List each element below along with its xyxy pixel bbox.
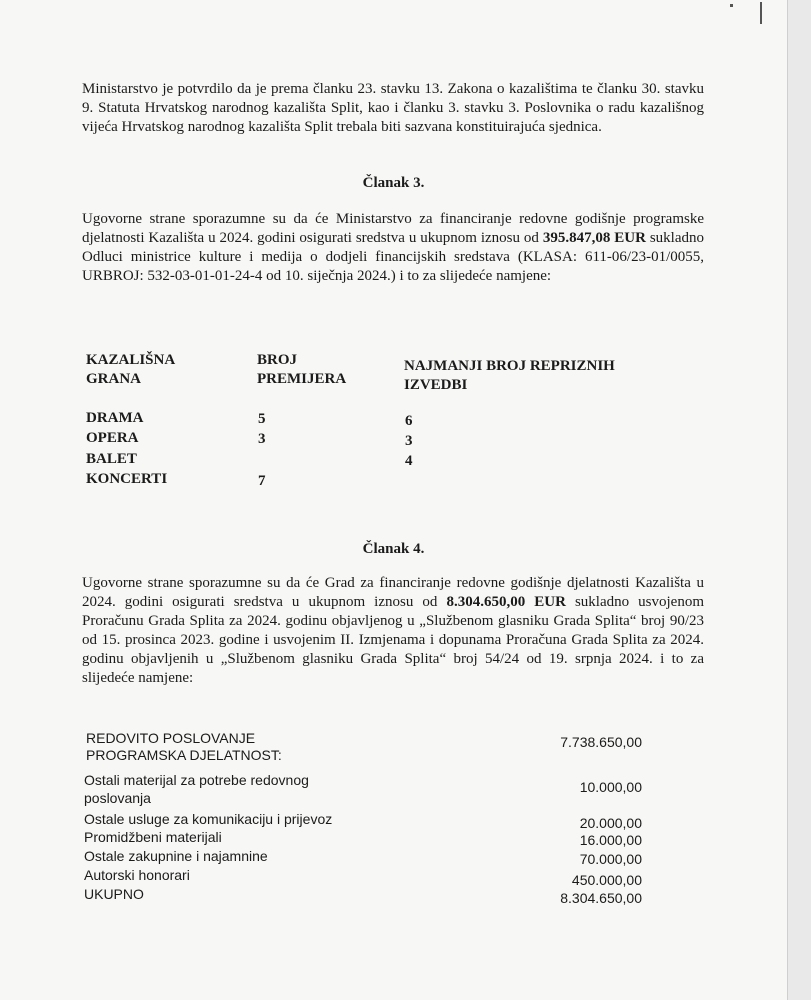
fin-amount-usluge: 20.000,00 (579, 815, 642, 831)
article-4-text-after: sukladno usvojenom Proračunu Grada Splita za 2024. godinu objavljenog u „Službenom glasniku Grada Splita“ broj 90/23 od 15. prosinca 2023. godine i usvojenim II. Izmjenama i dopunama Proračuna Grada Splita za 2024. godinu objavljenih u „Službenom glasniku Grada Splita“ broj 54/24 od 19. srpnja 2024. i to za slijedeće namjene: (82, 594, 704, 686)
fin-label-ostali-materijal: Ostali materijal za potrebe redovnog (84, 772, 309, 788)
row-grana-drama: DRAMA (86, 410, 144, 426)
fin-label-programska: PROGRAMSKA DJELATNOST: (86, 747, 282, 763)
fin-label-ukupno: UKUPNO (84, 886, 144, 902)
row-reprize-drama: 6 (405, 413, 413, 429)
fin-label-zakupnine: Ostale zakupnine i najamnine (84, 848, 268, 864)
fin-label-redovito: REDOVITO POSLOVANJE (86, 730, 256, 746)
scan-speck (730, 4, 733, 7)
header-reprize-line1: NAJMANJI BROJ REPRIZNIH (404, 358, 615, 374)
header-grana-line1: KAZALIŠNA (86, 352, 176, 368)
fin-amount-zakupnine: 70.000,00 (579, 851, 642, 867)
row-premijera-koncerti: 7 (258, 473, 266, 489)
row-grana-opera: OPERA (86, 430, 139, 446)
fin-amount-ukupno: 8.304.650,00 (560, 890, 642, 906)
header-reprize-line2: IZVEDBI (404, 377, 468, 393)
fin-amount-promidzbeni: 16.000,00 (579, 832, 642, 848)
header-grana-line2: GRANA (86, 371, 141, 387)
intro-paragraph: Ministarstvo je potvrdilo da je prema članku 23. stavku 13. Zakona o kazalištima te članku 30. stavku 9. Statuta Hrvatskog narodnog kazališta Split, kao i članku 3. stavku 3. Poslovnika o radu kazališnog vijeća Hrvatskog narodnog kazališta Split trebala biti sazvana konstituirajuća sjednica. (82, 81, 704, 135)
article-3-heading: Članak 3. (362, 175, 425, 191)
article-3-amount: 395.847,08 EUR (542, 230, 646, 246)
article-3-text-after: sukladno Odluci ministrice kulture i medija o dodjeli financijskih sredstava (KLASA: 611-06/23-01/0055, URBROJ: 532-03-01-01-24-4 od 10. siječnja 2024.) i to za slijedeće namjene: (82, 230, 704, 284)
header-premijera-line1: BROJ (257, 352, 298, 368)
fin-label-promidzbeni: Promidžbeni materijali (84, 829, 222, 845)
fin-label-usluge: Ostale usluge za komunikaciju i prijevoz (84, 811, 333, 827)
fin-amount-ostali-materijal: 10.000,00 (579, 779, 642, 795)
article-4-amount: 8.304.650,00 EUR (446, 594, 566, 610)
fin-amount-honorari: 450.000,00 (571, 872, 642, 888)
fin-label-poslovanja: poslovanja (84, 790, 151, 806)
row-reprize-opera: 3 (405, 433, 413, 449)
article-4-text-before: Ugovorne strane sporazumne su da će Grad za financiranje redovne godišnje djelatnosti Kazališta u 2024. godini osigurati sredstva u ukupnom iznosu od (82, 575, 704, 610)
article-3-paragraph (82, 210, 704, 286)
article-4-heading: Članak 4. (362, 541, 425, 557)
row-premijera-drama: 5 (258, 411, 266, 427)
row-reprize-balet: 4 (405, 453, 413, 469)
fin-amount-redovito: 7.738.650,00 (560, 734, 642, 750)
row-grana-balet: BALET (86, 451, 137, 467)
scan-mark (760, 2, 762, 24)
article-3-text-before: Ugovorne strane sporazumne su da će Ministarstvo za financiranje redovne godišnje programske djelatnosti Kazališta u 2024. godini osigurati sredstva u ukupnom iznosu od (82, 211, 704, 246)
fin-label-honorari: Autorski honorari (84, 867, 190, 883)
row-grana-koncerti: KONCERTI (86, 471, 168, 487)
row-premijera-opera: 3 (258, 431, 266, 447)
header-premijera-line2: PREMIJERA (257, 371, 347, 387)
article-4-paragraph (82, 574, 704, 688)
